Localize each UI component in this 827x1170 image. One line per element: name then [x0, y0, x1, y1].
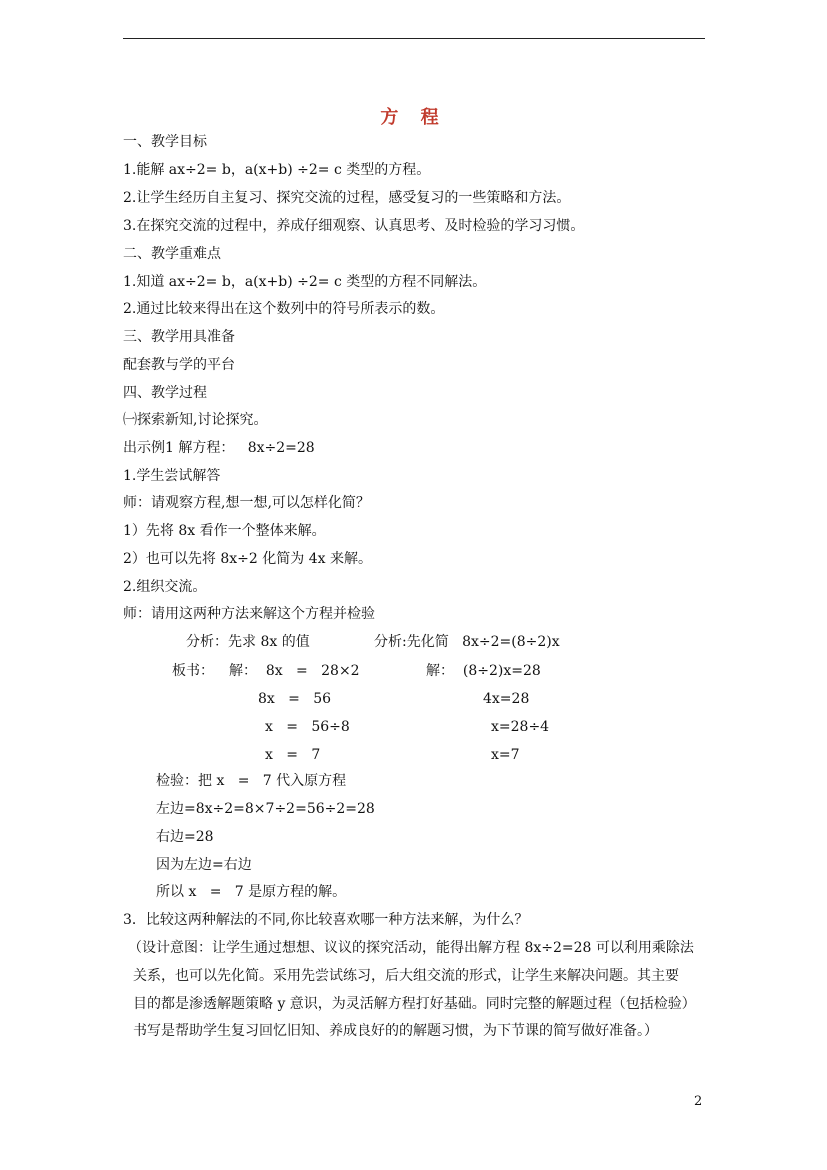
analysis-b: 分析:先化简 8x÷2=(8÷2)x — [374, 634, 560, 650]
tools-text: 配套教与学的平台 — [123, 357, 235, 373]
board-label: 板书： — [172, 663, 214, 679]
check-line: 检验：把 x = 7 代入原方程 — [156, 773, 347, 789]
step-1: 1.学生尝试解答 — [123, 468, 221, 484]
design-intent-line-1: （设计意图：让学生通过想想、议议的探究活动，能得出解方程 8x÷2=28 可以利用乘除法 — [128, 940, 694, 956]
step-2: 2.组织交流。 — [123, 579, 207, 595]
goal-1: 1.能解 ax÷2= b，a(x+b) ÷2= c 类型的方程。 — [123, 162, 431, 178]
example-equation: 出示例1 解方程： 8x÷2=28 — [123, 440, 315, 456]
solution-b-line-3: x=28÷4 — [491, 719, 550, 735]
design-intent-line-4: 书写是帮助学生复习回忆旧知、养成良好的的解题习惯，为下节课的简写做好准备。） — [133, 1023, 658, 1039]
because-line: 因为左边=右边 — [156, 857, 252, 873]
solution-a-line-1: 解： 8x = 28×2 — [229, 663, 360, 679]
teacher-question-2: 师：请用这两种方法来解这个方程并检验 — [123, 606, 375, 622]
section-heading-difficulties: 二、教学重难点 — [123, 246, 221, 262]
right-side: 右边=28 — [156, 829, 214, 845]
solution-b-line-4: x=7 — [491, 747, 520, 763]
goal-2: 2.让学生经历自主复习、探究交流的过程，感受复习的一些策略和方法。 — [123, 190, 571, 206]
design-intent-line-2: 关系，也可以先化简。采用先尝试练习，后大组交流的形式，让学生来解决问题。其主要 — [133, 968, 679, 984]
design-intent-line-3: 目的都是渗透解题策略 y 意识，为灵活解方程打好基础。同时完整的解题过程（包括检验） — [133, 996, 696, 1012]
section-heading-tools: 三、教学用具准备 — [123, 329, 235, 345]
header-rule — [123, 38, 705, 39]
difficulty-1: 1.知道 ax÷2= b，a(x+b) ÷2= c 类型的方程不同解法。 — [123, 274, 487, 290]
goal-3: 3.在探究交流的过程中，养成仔细观察、认真思考、及时检验的学习习惯。 — [123, 218, 585, 234]
solution-b-line-1: 解： (8÷2)x=28 — [426, 663, 541, 679]
solution-a-line-4: x = 7 — [265, 747, 321, 763]
solution-b-line-2: 4x=28 — [483, 691, 530, 707]
left-side: 左边=8x÷2=8×7÷2=56÷2=28 — [156, 801, 375, 817]
step-3: 3．比较这两种解法的不同,你比较喜欢哪一种方法来解，为什么？ — [123, 912, 529, 928]
section-heading-process: 四、教学过程 — [123, 385, 207, 401]
teacher-question-1: 师：请观察方程,想一想,可以怎样化简？ — [123, 495, 370, 511]
section-heading-goals: 一、教学目标 — [123, 134, 207, 150]
solution-a-line-3: x = 56÷8 — [265, 719, 350, 735]
solution-a-line-2: 8x = 56 — [258, 691, 332, 707]
process-part-1: ㈠探索新知,讨论探究。 — [123, 412, 268, 428]
difficulty-2: 2.通过比较来得出在这个数列中的符号所表示的数。 — [123, 301, 445, 317]
analysis-a: 分析：先求 8x 的值 — [186, 634, 310, 650]
method-2: 2）也可以先将 8x÷2 化简为 4x 来解。 — [123, 551, 372, 567]
page-title: 方 程 — [380, 107, 447, 128]
so-line: 所以 x = 7 是原方程的解。 — [156, 884, 347, 900]
method-1: 1）先将 8x 看作一个整体来解。 — [123, 523, 326, 539]
page-number: 2 — [694, 1094, 703, 1109]
